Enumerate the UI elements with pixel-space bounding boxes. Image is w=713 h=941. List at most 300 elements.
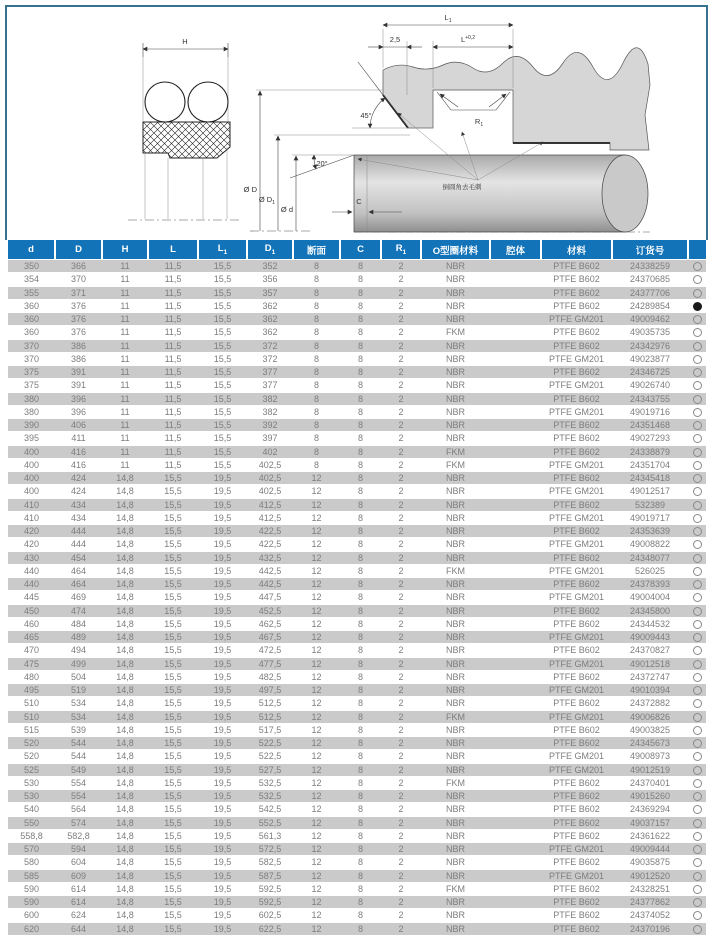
cell: 11 <box>102 366 148 379</box>
cell: 2 <box>381 472 421 485</box>
oring-left <box>145 82 185 122</box>
availability-marker <box>693 699 702 708</box>
cell: 360 <box>8 326 55 339</box>
cell: 24338879 <box>612 445 688 458</box>
cell: 412,5 <box>247 511 293 524</box>
cell: 12 <box>293 829 340 842</box>
cell: 24345418 <box>612 472 688 485</box>
cell <box>490 392 541 405</box>
table-row <box>8 882 706 895</box>
cell: 15,5 <box>148 551 198 564</box>
cell: 8 <box>340 697 381 710</box>
cell: 19,5 <box>198 909 247 922</box>
cell: 24378393 <box>612 578 688 591</box>
cell: 12 <box>293 843 340 856</box>
cell: 19,5 <box>198 670 247 683</box>
cell: NBR <box>421 432 490 445</box>
table-row <box>8 485 706 498</box>
availability-marker <box>693 315 702 324</box>
cell: 2 <box>381 657 421 670</box>
availability-marker <box>693 620 702 629</box>
cell: 12 <box>293 723 340 736</box>
cell: 19,5 <box>198 776 247 789</box>
cell: 24348077 <box>612 551 688 564</box>
cell: 432,5 <box>247 551 293 564</box>
size-table <box>8 240 706 935</box>
cell: PTFE GM201 <box>541 313 612 326</box>
cell: NBR <box>421 657 490 670</box>
column-header: 订货号 <box>612 240 688 260</box>
cell: 15,5 <box>198 313 247 326</box>
table-row <box>8 286 706 299</box>
cell: 19,5 <box>198 737 247 750</box>
cell: 24351704 <box>612 458 688 471</box>
cell: 352 <box>247 260 293 273</box>
cell: 15,5 <box>148 657 198 670</box>
cell: 8 <box>340 405 381 418</box>
dia-d-label: Ø d <box>280 205 293 214</box>
cell: 12 <box>293 737 340 750</box>
cell: 519 <box>55 684 102 697</box>
cell: 19,5 <box>198 843 247 856</box>
cell: 19,5 <box>198 856 247 869</box>
cell: 482,5 <box>247 670 293 683</box>
cell: 2 <box>381 644 421 657</box>
availability-cell <box>688 763 706 776</box>
cell: 554 <box>55 790 102 803</box>
availability-cell <box>688 617 706 630</box>
housing-shape <box>383 48 650 150</box>
table-row <box>8 737 706 750</box>
cell: PTFE B602 <box>541 922 612 935</box>
availability-marker <box>693 567 702 576</box>
cell: 572,5 <box>247 843 293 856</box>
cell: 8 <box>340 299 381 312</box>
cell: 376 <box>55 313 102 326</box>
cell: 11 <box>102 299 148 312</box>
cell <box>490 286 541 299</box>
cell: 14,8 <box>102 684 148 697</box>
cell: 2 <box>381 882 421 895</box>
availability-marker <box>693 328 702 337</box>
cell: 464 <box>55 564 102 577</box>
cell: 585 <box>8 869 55 882</box>
availability-marker <box>693 487 702 496</box>
cell: 12 <box>293 498 340 511</box>
cell: NBR <box>421 856 490 869</box>
cell: 372 <box>247 339 293 352</box>
cell: 370 <box>8 352 55 365</box>
cell: NBR <box>421 644 490 657</box>
cell: 15,5 <box>198 392 247 405</box>
cell: 12 <box>293 578 340 591</box>
cell: 386 <box>55 339 102 352</box>
cell <box>490 737 541 750</box>
table-row <box>8 829 706 842</box>
table-row <box>8 909 706 922</box>
cell: 24370196 <box>612 922 688 935</box>
availability-cell <box>688 670 706 683</box>
cell: 8 <box>340 352 381 365</box>
cell: NBR <box>421 286 490 299</box>
cell: 8 <box>340 644 381 657</box>
cell: 522,5 <box>247 750 293 763</box>
availability-cell <box>688 498 706 511</box>
cell: 614 <box>55 882 102 895</box>
table-header <box>8 240 706 260</box>
cell: 11,5 <box>148 405 198 418</box>
cell <box>490 790 541 803</box>
cell: 609 <box>55 869 102 882</box>
cell: 11,5 <box>148 419 198 432</box>
cell: PTFE B602 <box>541 392 612 405</box>
table-row <box>8 578 706 591</box>
availability-cell <box>688 829 706 842</box>
column-header: 材料 <box>541 240 612 260</box>
availability-marker <box>693 448 702 457</box>
cell: 416 <box>55 458 102 471</box>
cell <box>490 922 541 935</box>
cell: 2 <box>381 551 421 564</box>
cell: 558,8 <box>8 829 55 842</box>
cell: PTFE B602 <box>541 366 612 379</box>
availability-cell <box>688 843 706 856</box>
cell: 8 <box>340 657 381 670</box>
cell: 472,5 <box>247 644 293 657</box>
cell: 512,5 <box>247 697 293 710</box>
cell: 15,5 <box>148 763 198 776</box>
cell: 15,5 <box>198 458 247 471</box>
cell <box>490 578 541 591</box>
cell: 2 <box>381 299 421 312</box>
cell: 8 <box>340 538 381 551</box>
cell: 12 <box>293 670 340 683</box>
cell: PTFE B602 <box>541 604 612 617</box>
availability-cell <box>688 379 706 392</box>
cell: 24372747 <box>612 670 688 683</box>
cell: NBR <box>421 313 490 326</box>
cell: NBR <box>421 419 490 432</box>
table-row <box>8 657 706 670</box>
table-row <box>8 445 706 458</box>
cell: 15,5 <box>198 260 247 273</box>
cell: 2 <box>381 419 421 432</box>
cell: PTFE GM201 <box>541 379 612 392</box>
cell: 14,8 <box>102 843 148 856</box>
cell: 11,5 <box>148 432 198 445</box>
table-row <box>8 419 706 432</box>
cell: 467,5 <box>247 631 293 644</box>
cell: 362 <box>247 313 293 326</box>
cell: 366 <box>55 260 102 273</box>
column-header: H <box>102 240 148 260</box>
cell: 2 <box>381 617 421 630</box>
cell: 440 <box>8 578 55 591</box>
cell: 19,5 <box>198 869 247 882</box>
cell: 19,5 <box>198 816 247 829</box>
cell <box>490 313 541 326</box>
cell: 49027293 <box>612 432 688 445</box>
cell: 2 <box>381 273 421 286</box>
cell: 8 <box>340 419 381 432</box>
cell: 8 <box>340 882 381 895</box>
cell: 362 <box>247 299 293 312</box>
cell: 14,8 <box>102 657 148 670</box>
availability-cell <box>688 286 706 299</box>
availability-cell <box>688 273 706 286</box>
cell: 8 <box>340 339 381 352</box>
cell: 49037157 <box>612 816 688 829</box>
cell: 440 <box>8 564 55 577</box>
cell: 24370827 <box>612 644 688 657</box>
cell: 11 <box>102 445 148 458</box>
cell: 8 <box>293 366 340 379</box>
cell: 12 <box>293 551 340 564</box>
cell: 24370685 <box>612 273 688 286</box>
cell: 12 <box>293 684 340 697</box>
cell: 14,8 <box>102 896 148 909</box>
availability-marker <box>693 766 702 775</box>
cell: 644 <box>55 922 102 935</box>
cell: 2 <box>381 803 421 816</box>
cell: 8 <box>340 485 381 498</box>
cell <box>490 564 541 577</box>
cell: PTFE GM201 <box>541 750 612 763</box>
cell: 420 <box>8 525 55 538</box>
cell: 24377706 <box>612 286 688 299</box>
cell <box>490 776 541 789</box>
cell: 14,8 <box>102 551 148 564</box>
cell <box>490 405 541 418</box>
cell: PTFE B602 <box>541 472 612 485</box>
cell: 19,5 <box>198 750 247 763</box>
cell <box>490 379 541 392</box>
cell: 19,5 <box>198 525 247 538</box>
cell: PTFE B602 <box>541 299 612 312</box>
cell: 582,5 <box>247 856 293 869</box>
availability-marker <box>693 646 702 655</box>
cell: 8 <box>340 869 381 882</box>
cell: 400 <box>8 472 55 485</box>
cell: 2 <box>381 909 421 922</box>
availability-cell <box>688 631 706 644</box>
availability-cell <box>688 856 706 869</box>
cell: 600 <box>8 909 55 922</box>
cell: NBR <box>421 511 490 524</box>
cell: NBR <box>421 697 490 710</box>
cell: 532389 <box>612 498 688 511</box>
cell: NBR <box>421 538 490 551</box>
cell <box>490 856 541 869</box>
cell: 422,5 <box>247 525 293 538</box>
table-row <box>8 260 706 273</box>
cell: 2 <box>381 445 421 458</box>
cell: 8 <box>340 723 381 736</box>
table-row <box>8 273 706 286</box>
cell: 354 <box>8 273 55 286</box>
cell: 15,5 <box>148 710 198 723</box>
cell: 11 <box>102 419 148 432</box>
cell: 532,5 <box>247 776 293 789</box>
cell: 12 <box>293 564 340 577</box>
cell: 380 <box>8 392 55 405</box>
cell: PTFE B602 <box>541 882 612 895</box>
cell: 15,5 <box>148 697 198 710</box>
cell: 2 <box>381 432 421 445</box>
cell: 14,8 <box>102 909 148 922</box>
cell: 592,5 <box>247 882 293 895</box>
cell: 11,5 <box>148 260 198 273</box>
table-row <box>8 684 706 697</box>
cell: 382 <box>247 392 293 405</box>
availability-marker <box>693 713 702 722</box>
availability-cell <box>688 776 706 789</box>
availability-cell <box>688 511 706 524</box>
cell: 19,5 <box>198 631 247 644</box>
table-row <box>8 670 706 683</box>
cell: 444 <box>55 525 102 538</box>
cell <box>490 445 541 458</box>
table-row <box>8 458 706 471</box>
cell: 504 <box>55 670 102 683</box>
availability-marker <box>693 752 702 761</box>
cell: 2 <box>381 511 421 524</box>
cell: 8 <box>293 326 340 339</box>
cell: 371 <box>55 286 102 299</box>
cell <box>490 604 541 617</box>
cell: 8 <box>340 366 381 379</box>
cell: PTFE B602 <box>541 273 612 286</box>
cell: 8 <box>340 670 381 683</box>
cell: PTFE GM201 <box>541 538 612 551</box>
cell: 19,5 <box>198 578 247 591</box>
cell: 19,5 <box>198 591 247 604</box>
availability-marker <box>693 501 702 510</box>
cell: 410 <box>8 511 55 524</box>
availability-cell <box>688 485 706 498</box>
cell: 24361622 <box>612 829 688 842</box>
cell: NBR <box>421 631 490 644</box>
cell: 14,8 <box>102 697 148 710</box>
cell: 8 <box>340 445 381 458</box>
cell: 2 <box>381 684 421 697</box>
cell: 406 <box>55 419 102 432</box>
cell: 474 <box>55 604 102 617</box>
table-row <box>8 379 706 392</box>
cell: 24369294 <box>612 803 688 816</box>
seal-cross-section <box>128 37 240 220</box>
cell <box>490 299 541 312</box>
availability-cell <box>688 551 706 564</box>
column-header: $R_1$ <box>381 240 421 260</box>
table-row <box>8 538 706 551</box>
cell: 12 <box>293 803 340 816</box>
cell: NBR <box>421 392 490 405</box>
cell: 532,5 <box>247 790 293 803</box>
cell: 15,5 <box>148 684 198 697</box>
availability-marker <box>693 302 702 311</box>
cell: PTFE GM201 <box>541 564 612 577</box>
cell: 14,8 <box>102 829 148 842</box>
cell: 8 <box>293 419 340 432</box>
cell: 400 <box>8 445 55 458</box>
cell: 2 <box>381 631 421 644</box>
cell: 11,5 <box>148 379 198 392</box>
cell: 15,5 <box>148 644 198 657</box>
cell: NBR <box>421 591 490 604</box>
availability-marker <box>693 434 702 443</box>
cell: 14,8 <box>102 644 148 657</box>
installation-drawing <box>0 0 713 238</box>
cell: 49004004 <box>612 591 688 604</box>
cell: PTFE GM201 <box>541 458 612 471</box>
cell: 11 <box>102 326 148 339</box>
cell: 24372882 <box>612 697 688 710</box>
cell: 2 <box>381 670 421 683</box>
cell: 8 <box>340 803 381 816</box>
cell: 8 <box>340 909 381 922</box>
cell: 15,5 <box>148 631 198 644</box>
dia-D-label: Ø D <box>243 185 257 194</box>
availability-cell <box>688 432 706 445</box>
cell: 14,8 <box>102 710 148 723</box>
cell: 24338259 <box>612 260 688 273</box>
cell: 24342976 <box>612 339 688 352</box>
availability-marker <box>693 885 702 894</box>
table-row <box>8 843 706 856</box>
cell: 380 <box>8 405 55 418</box>
availability-marker <box>693 408 702 417</box>
cell: 12 <box>293 697 340 710</box>
cell: PTFE B602 <box>541 260 612 273</box>
cell: 14,8 <box>102 538 148 551</box>
cell: 12 <box>293 763 340 776</box>
cell <box>490 551 541 564</box>
table-row <box>8 299 706 312</box>
cell: 2 <box>381 922 421 935</box>
cell <box>490 326 541 339</box>
cell: 11,5 <box>148 352 198 365</box>
cell: PTFE B602 <box>541 551 612 564</box>
column-header <box>688 240 706 260</box>
cell: 11 <box>102 286 148 299</box>
availability-marker <box>693 262 702 271</box>
cell <box>490 511 541 524</box>
cell: 8 <box>340 313 381 326</box>
availability-cell <box>688 657 706 670</box>
cell: FKM <box>421 776 490 789</box>
cell <box>490 763 541 776</box>
cell: 540 <box>8 803 55 816</box>
table-row <box>8 776 706 789</box>
cell: 2 <box>381 750 421 763</box>
cell: 15,5 <box>148 843 198 856</box>
cell: 8 <box>340 260 381 273</box>
cell: 12 <box>293 617 340 630</box>
cell: FKM <box>421 445 490 458</box>
cell: NBR <box>421 750 490 763</box>
cell: 8 <box>340 551 381 564</box>
cell: 2 <box>381 763 421 776</box>
table-row <box>8 631 706 644</box>
cell: 386 <box>55 352 102 365</box>
cell: 15,5 <box>148 538 198 551</box>
availability-cell <box>688 697 706 710</box>
cell: 391 <box>55 379 102 392</box>
cell: PTFE GM201 <box>541 684 612 697</box>
cell: 594 <box>55 843 102 856</box>
cell: 8 <box>293 445 340 458</box>
